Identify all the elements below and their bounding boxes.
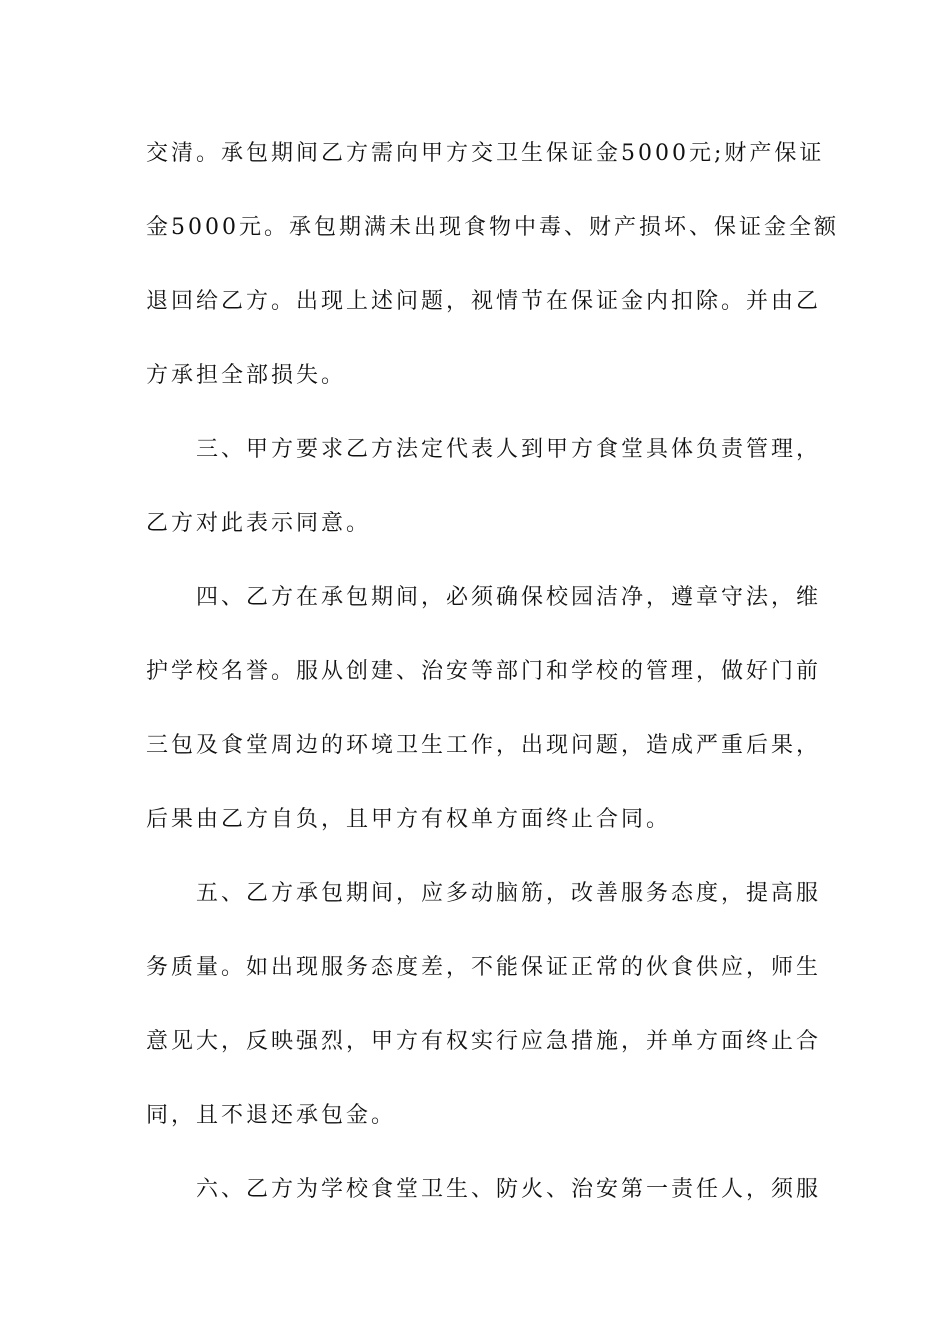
text-line: 五、乙方承包期间，应多动脑筋，改善服务态度，提高服 (146, 881, 822, 906)
text-line: 三、甲方要求乙方法定代表人到甲方食堂具体负责管理， (146, 437, 822, 462)
text-line: 同，且不退还承包金。 (146, 1103, 397, 1128)
text-line: 务质量。如出现服务态度差，不能保证正常的伙食供应，师生 (146, 955, 822, 980)
text-line: 护学校名誉。服从创建、治安等部门和学校的管理，做好门前 (146, 659, 822, 684)
text-line: 乙方对此表示同意。 (146, 511, 372, 536)
text-line: 退回给乙方。出现上述问题，视情节在保证金内扣除。并由乙 (146, 289, 822, 314)
text-line: 三包及食堂周边的环境卫生工作，出现问题，造成严重后果， (146, 733, 822, 758)
text-line: 四、乙方在承包期间，必须确保校园洁净，遵章守法，维 (146, 585, 822, 610)
text-line: 方承担全部损失。 (146, 363, 347, 388)
text-line: 后果由乙方自负，且甲方有权单方面终止合同。 (146, 807, 672, 832)
text-line: 交清。承包期间乙方需向甲方交卫生保证金5000元;财产保证 (146, 141, 825, 166)
text-line: 六、乙方为学校食堂卫生、防火、治安第一责任人，须服 (146, 1177, 822, 1202)
contract-body-text (146, 128, 839, 1238)
text-line: 意见大，反映强烈，甲方有权实行应急措施，并单方面终止合 (146, 1029, 822, 1054)
text-line: 金5000元。承包期满未出现食物中毒、财产损坏、保证金全额 (146, 215, 839, 240)
